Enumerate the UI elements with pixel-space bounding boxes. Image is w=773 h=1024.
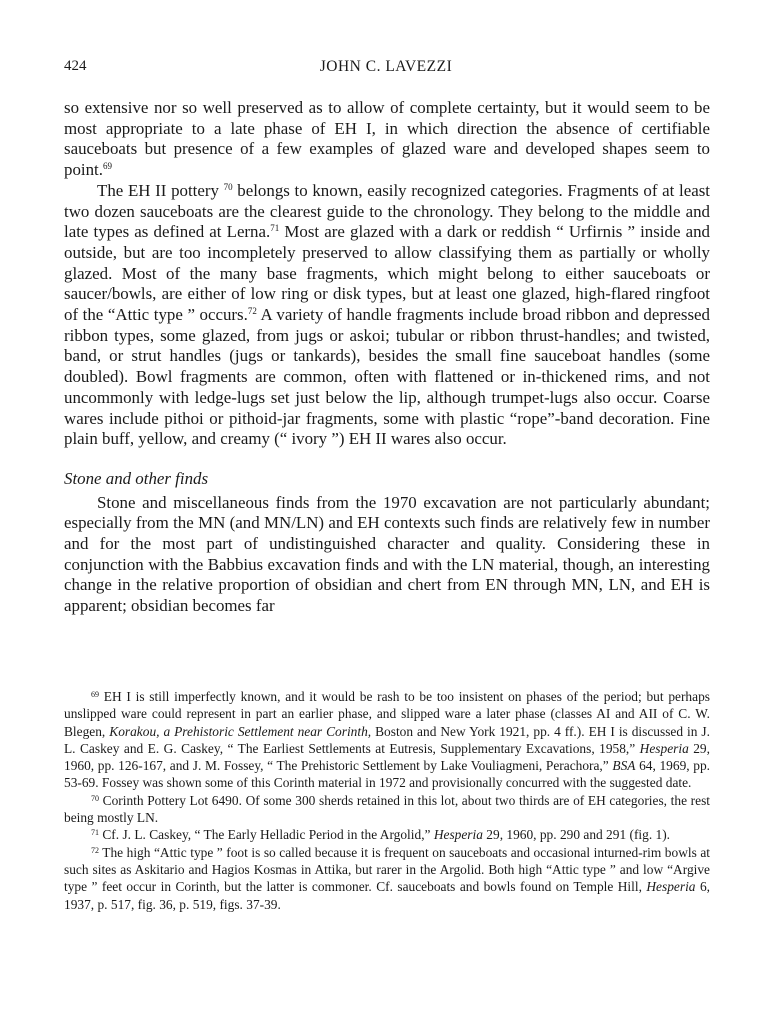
paragraph-stone-finds: Stone and miscellaneous finds from the 1970 excavation are not particularly abundant; especially from the MN (and MN/LN) and EH contexts such finds are relatively few in number and for the most part of undistinguished character and quality. Considering these in conjunction with the Babbius excavation finds and with the LN material, though, an interesting change in the relative proportion of obsidian and chert from EN through MN, LN, and EH is apparent; obsidian becomes far <box>64 492 710 616</box>
page-header <box>64 58 708 82</box>
paragraph-eh1-conclusion: so extensive nor so well preserved as to allow of complete certainty, but it would seem to be most appropriate to a late phase of EH I, in which direction the absence of certifiable sauceboats but presence of a few examples of glazed ware and developed shapes seem to point.$^{69}$ <box>64 98 710 180</box>
footnote-ref-69[interactable]: 69 <box>102 161 112 172</box>
footnote-70: $^{70}$ Corinth Pottery Lot 6490. Of some 300 sherds retained in this lot, about two thirds are of EH categories, the rest being mostly LN. <box>64 792 710 826</box>
footnote-number: 70 <box>91 793 99 803</box>
footnote-69: $^{69}$ EH I is still imperfectly known, and it would be rash to be too insistent on phases of the period; but perhaps unslipped ware could represent in part an earlier phase, and slipped ware a later phase (classes AI and AII of C. W. Blegen, Korakou, a Prehistoric Settlement near Corinth, Boston and New York 1921, pp. 4 ff.). EH I is discussed in J. L. Caskey and E. G. Caskey, “ The Earliest Settlements at Eutresis, Supplementary Excavations, 1958,” Hesperia 29, 1960, pp. 126-167, and J. M. Fossey, “ The Prehistoric Settlement by Lake Vouliagmeni, Perachora,” BSA 64, 1969, pp. 53-69. Fossey was shown some of this Corinth material in 1972 and provisionally concurred with the suggested date. <box>64 689 710 791</box>
footnotes <box>64 688 710 913</box>
footnote-ref-71[interactable]: 71 <box>270 223 280 234</box>
footnote-72: $^{72}$ The high “Attic type ” foot is so called because it is frequent on sauceboats and occasional inturned-rim bowls at such sites as Askitario and Hagios Kosmas in Attika, but rarer in the Argolid. Both high “Attic type ” and low “Argive type ” feet occur in Corinth, but the latter is commoner. Cf. sauceboats and bowls found on Temple Hill, Hesperia 6, 1937, p. 517, fig. 36, p. 519, figs. 37-39. <box>64 844 710 912</box>
section-heading: Stone and other finds <box>64 468 209 488</box>
paragraph-eh2-pottery: The EH II pottery $^{70}$ belongs to known, easily recognized categories. Fragments of at least two dozen sauceboats are the clearest guide to the chronology. They belong to the middle and late types as defined at Lerna.$^{71}$ Most are glazed with a dark or reddish “ Urfirnis ” inside and outside, but are too incompletely preserved to allow classifying them as partially or wholly glazed. Most of the many base fragments, which might belong to either sauceboats or saucer/bowls, are either of low ring or disk types, but at least one glazed, high-flared ringfoot of the “Attic type ” occurs.$^{72}$ A variety of handle fragments include broad ribbon and depressed ribbon types, some glazed, from jugs or askoi; tubular or ribbon thrust-handles; and twisted, band, or strut handles (jugs or tankards), besides the small fine sauceboat handles (some doubled). Bowl fragments are common, often with flattened or in-thickened rims, and not uncommonly with ledge-lugs set just below the lip, although trumpet-lugs also occur. Coarse wares include pithoi or pithoid-jar fragments, some with plastic “rope”-band decoration. Fine plain buff, yellow, and creamy (“ ivory ”) EH II wares also occur. <box>64 180 710 449</box>
footnote-ref-70[interactable]: 70 <box>223 181 233 192</box>
footnote-number: 69 <box>91 690 99 699</box>
footnote-number: 72 <box>91 845 99 855</box>
footnote-71: $^{71}$ Cf. J. L. Caskey, “ The Early Helladic Period in the Argolid,” Hesperia 29, 1960, pp. 290 and 291 (fig. 1). <box>91 827 671 843</box>
footnote-number: 71 <box>91 828 99 838</box>
running-head: JOHN C. LAVEZZI <box>319 58 453 75</box>
body-text <box>64 98 710 617</box>
page-number: 424 <box>64 58 87 74</box>
footnote-ref-72[interactable]: 72 <box>247 306 257 317</box>
